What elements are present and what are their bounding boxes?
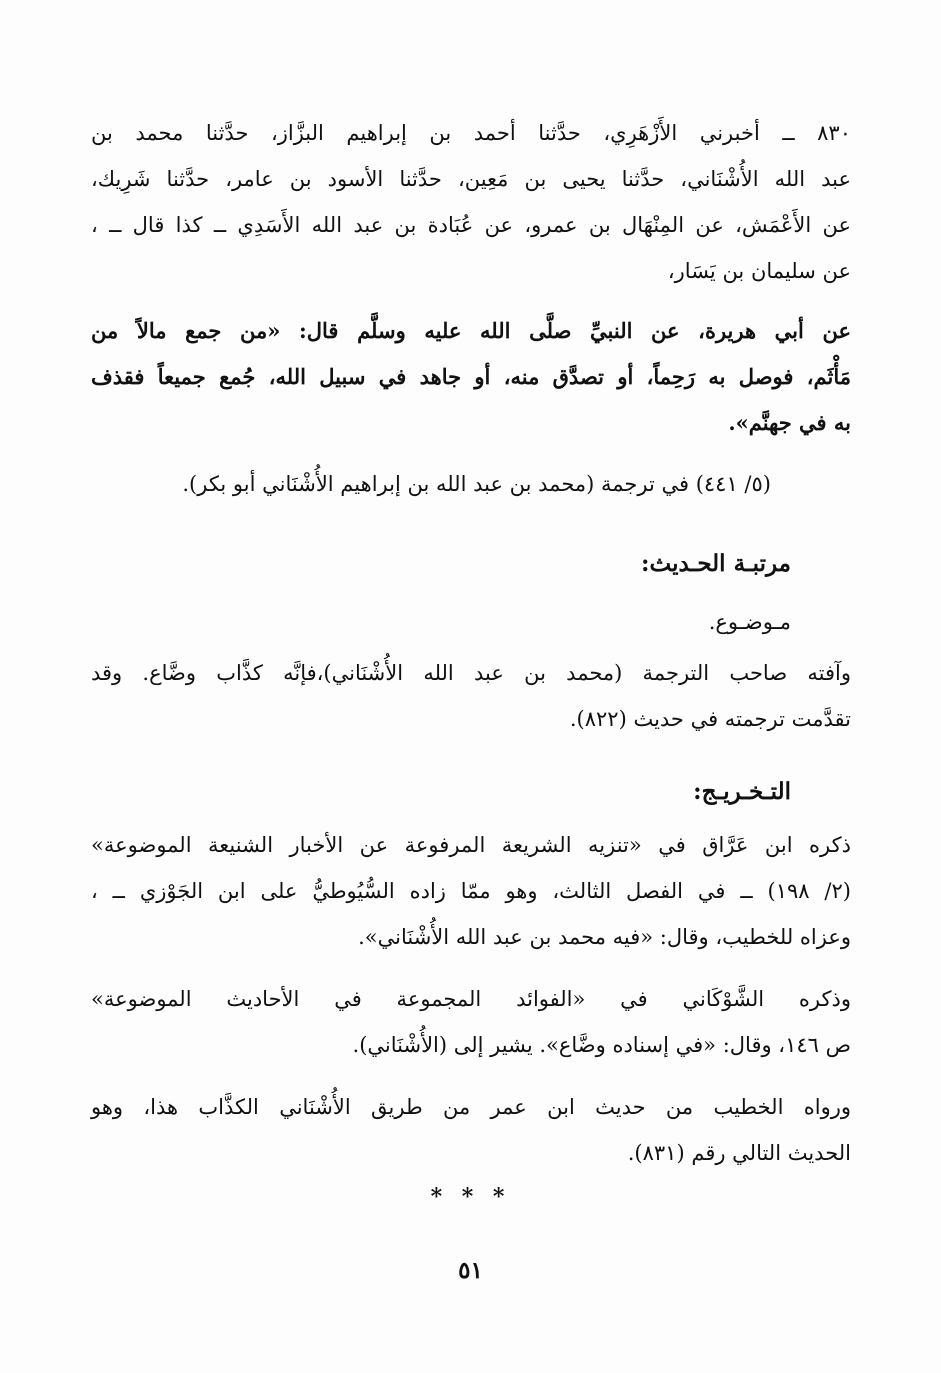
takhrij-heading: التـخـريـج:	[693, 778, 791, 805]
takhrij-paragraph-3	[91, 1084, 851, 1176]
takhrij-line: ورواه الخطيب من حديث ابن عمر من طريق الأُشْنَاني الكذَّاب هذا، وهو	[91, 1095, 851, 1119]
isnad-line: عن الأَعْمَش، عن المِنْهَال بن عمرو، عن عُبَادة بن عبد الله الأَسَدِي ــ كذا قال ــ ،	[91, 213, 851, 237]
grade-value: مـوضـوع.	[708, 610, 791, 634]
takhrij-line: (٢/ ١٩٨) ــ في الفصل الثالث، وهو ممّا زاده السُّيُوطيُّ على ابن الجَوْزي ــ ،	[91, 879, 851, 903]
takhrij-paragraph-1	[91, 822, 851, 960]
hadith-830-isnad	[91, 110, 851, 294]
isnad-line: عبد الله الأُشْنَاني، حدَّثنا يحيى بن مَعِين، حدَّثنا الأسود بن عامر، حدَّثنا شَرِيك،	[91, 167, 851, 191]
matn-line: عن أبي هريرة، عن النبيِّ صلَّى الله عليه وسلَّم قال: «من جمع مالاً من	[91, 318, 851, 343]
isnad-line: ٨٣٠ ــ أخبرني الأَزْهَرِي، حدَّثنا أحمد بن إبراهيم البزَّاز، حدَّثنا محمد بن	[91, 121, 851, 145]
grade-line: وآفته صاحب الترجمة (محمد بن عبد الله الأُشْنَاني)،فإنَّه كذَّاب وضَّاع. وقد	[91, 661, 851, 685]
grade-line: تقدَّمت ترجمته في حديث (٨٢٢).	[569, 707, 851, 731]
grade-explanation	[91, 650, 851, 742]
takhrij-paragraph-2	[91, 976, 851, 1068]
takhrij-line: وعزاه للخطيب، وقال: «فيه محمد بن عبد الله الأُشْنَاني».	[358, 925, 851, 949]
isnad-line: عن سليمان بن يَسَار،	[667, 259, 851, 283]
takhrij-line: ذكره ابن عَرَّاق في «تنزيه الشريعة المرفوعة عن الأخبار الشنيعة الموضوعة»	[91, 833, 851, 857]
matn-line: مَأْثَم، فوصل به رَحِماً، أو تصدَّق منه، أو جاهد في سبيل الله، جُمع جميعاً فقذف	[91, 364, 851, 389]
source-reference: (٥/ ٤٤١) في ترجمة (محمد بن عبد الله بن إبراهيم الأُشْنَاني أبو بكر).	[182, 472, 771, 496]
section-separator: * * *	[430, 1184, 511, 1210]
takhrij-line: ص ١٤٦، وقال: «في إسناده وضَّاع». يشير إلى (الأُشْنَاني).	[352, 1033, 851, 1057]
matn-line: به في جهنَّم».	[728, 410, 851, 435]
takhrij-line: وذكره الشَّوْكَاني في «الفوائد المجموعة في الأحاديث الموضوعة»	[91, 987, 851, 1011]
grade-heading: مرتبـة الحـديث:	[641, 550, 791, 577]
page-number: ٥١	[458, 1257, 483, 1284]
hadith-matn	[91, 308, 851, 446]
takhrij-line: الحديث التالي رقم (٨٣١).	[627, 1141, 851, 1165]
